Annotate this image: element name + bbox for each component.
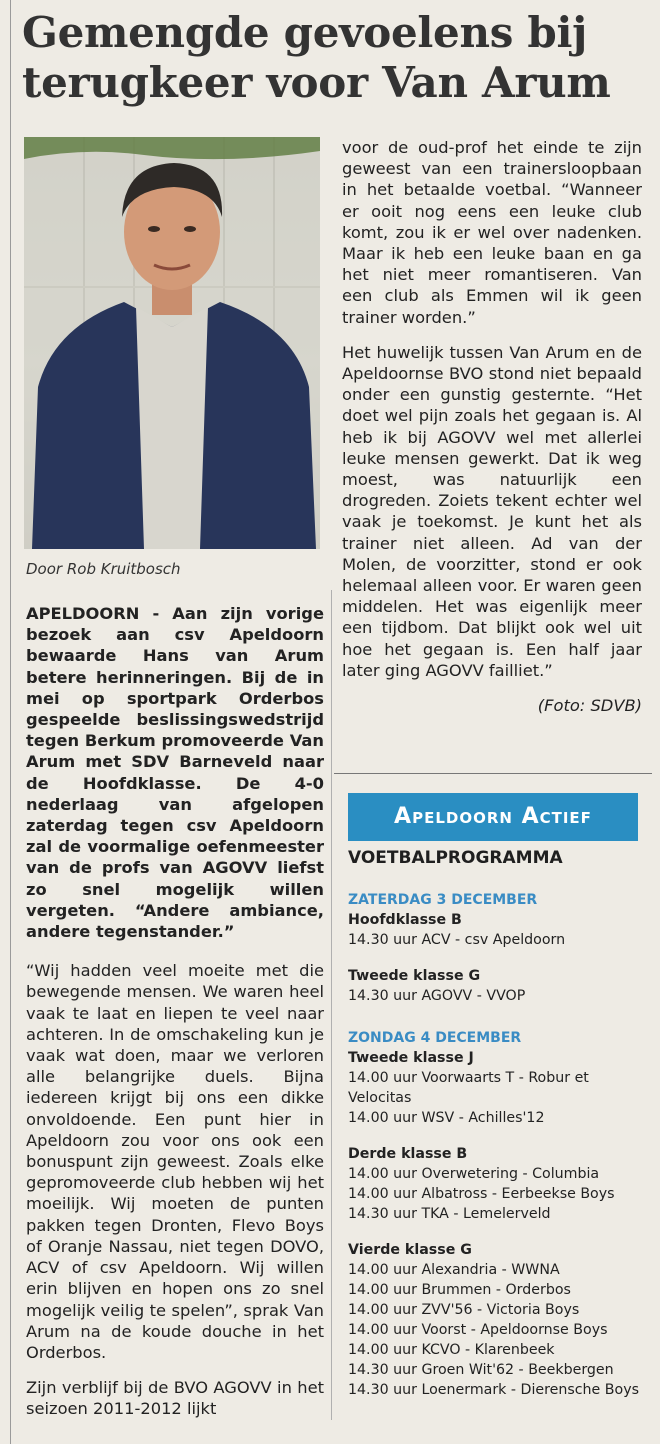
- article-column-right: [342, 137, 642, 730]
- match-line: 14.30 uur Groen Wit'62 - Beekbergen: [348, 1362, 614, 1378]
- match-line: 14.00 uur Overwetering - Columbia: [348, 1166, 600, 1182]
- section-divider: [334, 773, 652, 774]
- left-column-rule: [10, 0, 11, 1444]
- portrait-photo: [24, 137, 320, 549]
- section-banner: Apeldoorn Actief: [348, 793, 638, 841]
- football-program: [348, 890, 648, 1400]
- class-heading: Tweede klasse G: [348, 968, 481, 984]
- match-line: 14.00 uur Voorwaarts T - Robur et Velocitas: [348, 1070, 589, 1106]
- program-title: VOETBALPROGRAMMA: [348, 848, 563, 868]
- day-heading: ZATERDAG 3 DECEMBER: [348, 892, 538, 908]
- match-line: 14.30 uur AGOVV - VVOP: [348, 988, 526, 1004]
- day-heading: ZONDAG 4 DECEMBER: [348, 1030, 522, 1046]
- match-line: 14.30 uur TKA - Lemelerveld: [348, 1206, 551, 1222]
- lead-paragraph: APELDOORN - Aan zijn vorige bezoek aan csv Apeldoorn bewaarde Hans van Arum betere herinneringen. Bij de in mei op sportpark Orderbos gespeelde beslissingswedstrijd tegen Berkum promoveerde Van Arum met SDV Barneveld naar de Hoofdklasse. De 4-0 nederlaag van afgelopen zaterdag tegen csv Apeldoorn zal de voormalige oefenmeester van de profs van AGOVV liefst zo snel mogelijk willen vergeten. “Andere ambiance, andere tegenstander.”: [26, 604, 324, 942]
- class-heading: Vierde klasse G: [348, 1242, 472, 1258]
- match-line: 14.30 uur ACV - csv Apeldoorn: [348, 932, 566, 948]
- body-paragraph: “Wij hadden veel moeite met die bewegende mensen. We waren heel vaak te laat en liepen te veel naar achteren. In de omschakeling kun je vaak wat doen, maar we verloren alle belangrijke duels. Bijna iedereen krijgt bij ons een dikke onvoldoende. Een punt hier in Apeldoorn zou voor ons ook een bonuspunt zijn geweest. Zoals elke gepromoveerde club hebben wij het moeilijk. Wij moeten de punten pakken tegen Dronten, Flevo Boys of Oranje Nassau, niet tegen DOVO, ACV of csv Apeldoorn. Wij willen erin blijven en hopen ons zo snel mogelijk veilig te spelen”, sprak Van Arum na de koude douche in het Orderbos.: [26, 961, 324, 1362]
- photo-credit: (Foto: SDVB): [537, 696, 642, 716]
- match-line: 14.00 uur Albatross - Eerbeekse Boys: [348, 1186, 615, 1202]
- class-heading: Tweede klasse J: [348, 1050, 474, 1066]
- match-line: 14.30 uur Loenermark - Dierensche Boys: [348, 1382, 639, 1398]
- article-column-left: [26, 603, 324, 1434]
- match-line: 14.00 uur ZVV'56 - Victoria Boys: [348, 1302, 580, 1318]
- body-paragraph: Zijn verblijf bij de BVO AGOVV in het seizoen 2011-2012 lijkt: [26, 1378, 324, 1419]
- match-line: 14.00 uur WSV - Achilles'12: [348, 1110, 545, 1126]
- match-line: 14.00 uur Alexandria - WWNA: [348, 1262, 560, 1278]
- class-heading: Derde klasse B: [348, 1146, 468, 1162]
- class-heading: Hoofdklasse B: [348, 912, 462, 928]
- body-paragraph: Het huwelijk tussen Van Arum en de Apeldoornse BVO stond niet bepaald onder een gunstig gesternte. “Het doet wel pijn zoals het gegaan is. Al heb ik bij AGOVV wel met allerlei leuke mensen gewerkt. Dat ik weg moest, was natuurlijk een drogreden. Zoiets tekent echter wel vaak je toekomst. Je kunt het als trainer niet alleen. Ad van der Molen, de voorzitter, stond er ook helemaal alleen voor. Er waren geen middelen. Het was eigenlijk meer een tijdbom. Dat blijkt ook wel uit hoe het gegaan is. Een half jaar later ging AGOVV failliet.”: [342, 342, 642, 680]
- byline: Door Rob Kruitbosch: [26, 560, 181, 578]
- match-line: 14.00 uur Brummen - Orderbos: [348, 1282, 571, 1298]
- match-line: 14.00 uur KCVO - Klarenbeek: [348, 1342, 555, 1358]
- article-headline: Gemengde gevoelens bij terugkeer voor Van Arum: [22, 8, 611, 107]
- body-paragraph: voor de oud-prof het einde te zijn geweest van een trainersloopbaan in het betaalde voetbal. “Wanneer er ooit nog eens een leuke club komt, zou ik er wel over nadenken. Maar ik heb een leuke baan en ga het niet meer romantiseren. Van een club als Emmen wil ik geen trainer worden.”: [342, 138, 642, 327]
- column-divider: [331, 590, 332, 1420]
- match-line: 14.00 uur Voorst - Apeldoornse Boys: [348, 1322, 608, 1338]
